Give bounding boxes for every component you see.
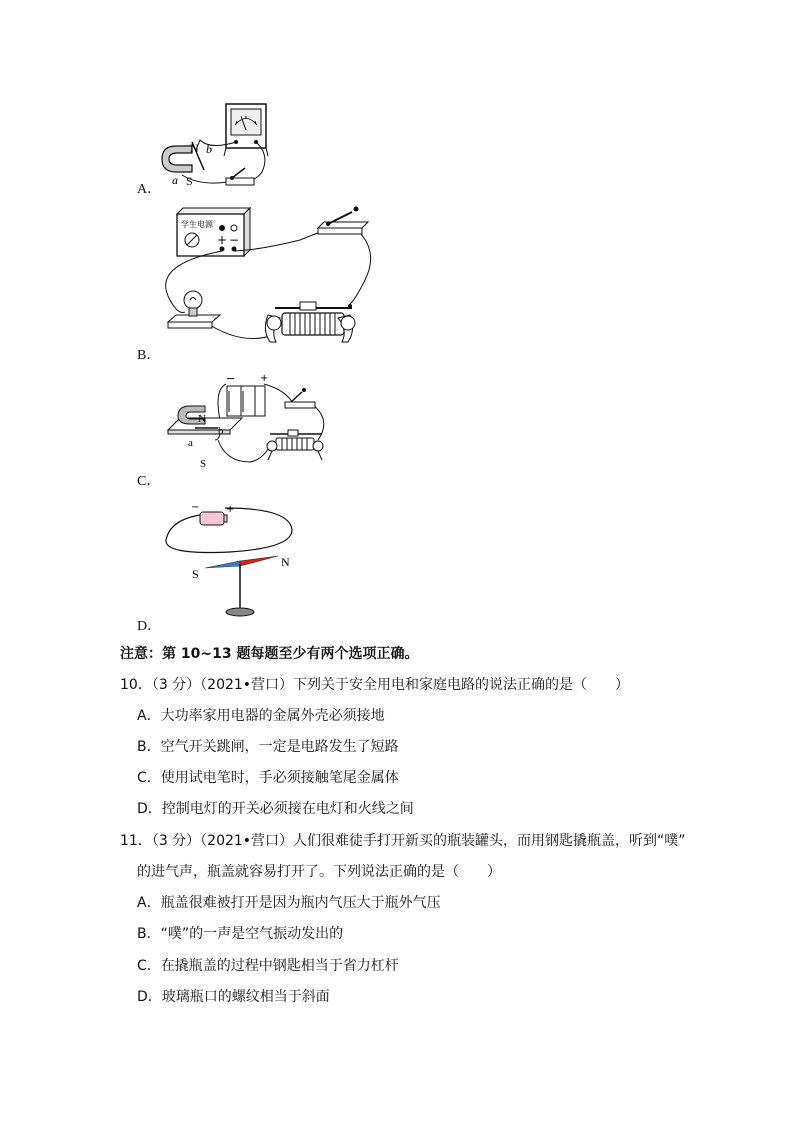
label-a: a <box>188 437 193 449</box>
note-text: 注意：第 10~13 题每题至少有两个选项正确。 <box>120 646 419 662</box>
minus-label: − <box>229 233 240 247</box>
q11-option-d[interactable]: D．玻璃瓶口的螺纹相当于斜面 <box>137 989 330 1005</box>
power-title: 学生电源 <box>181 220 213 229</box>
minus-label: − <box>226 372 236 385</box>
compass-needle-icon <box>192 555 290 616</box>
label-b: b <box>206 142 212 156</box>
q11-option-a[interactable]: A．瓶盖很难被打开是因为瓶内气压大于瓶外气压 <box>137 895 441 911</box>
label-n: N <box>198 413 206 425</box>
q10-option-a[interactable]: A．大功率家用电器的金属外壳必须接地 <box>137 708 385 724</box>
q11-option-b[interactable]: B．“噗”的一声是空气振动发出的 <box>137 926 344 942</box>
figure-c-letter: C． <box>137 474 161 489</box>
minus-label: − <box>191 502 200 513</box>
q10-option-d[interactable]: D．控制电灯的开关必须接在电灯和火线之间 <box>137 801 414 817</box>
question-11-stem-line1: 11．（3 分）（2021•营口）人们很难徒手打开新买的瓶装罐头，而用钢匙撬瓶盖，听到“噗” <box>120 833 686 849</box>
label-s: S <box>186 174 193 188</box>
plus-label: + <box>260 373 269 384</box>
label-s: S <box>192 567 199 581</box>
label-n: N <box>281 555 290 569</box>
label-n: N <box>190 141 199 155</box>
label-s: S <box>200 458 207 470</box>
q10-option-b[interactable]: B．空气开关跳闸，一定是电路发生了短路 <box>137 739 399 755</box>
question-11-stem-line2: 的进气声，瓶盖就容易打开了。下列说法正确的是（ ） <box>137 864 501 880</box>
q10-option-c[interactable]: C．使用试电笔时，手必须接触笔尾金属体 <box>137 770 399 786</box>
figure-d-letter: D． <box>137 619 162 634</box>
question-10-stem: 10．（3 分）（2021•营口）下列关于安全用电和家庭电路的说法正确的是（ ） <box>120 677 630 693</box>
label-b: b <box>218 425 224 437</box>
plus-label: + <box>217 233 228 247</box>
battery-icon <box>191 502 234 525</box>
label-a: a <box>172 173 178 187</box>
plus-label: + <box>226 504 235 515</box>
q11-option-c[interactable]: C．在撬瓶盖的过程中钢匙相当于省力杠杆 <box>137 958 399 974</box>
figure-b-letter: B． <box>137 348 161 363</box>
figure-a-letter: A． <box>137 182 162 197</box>
